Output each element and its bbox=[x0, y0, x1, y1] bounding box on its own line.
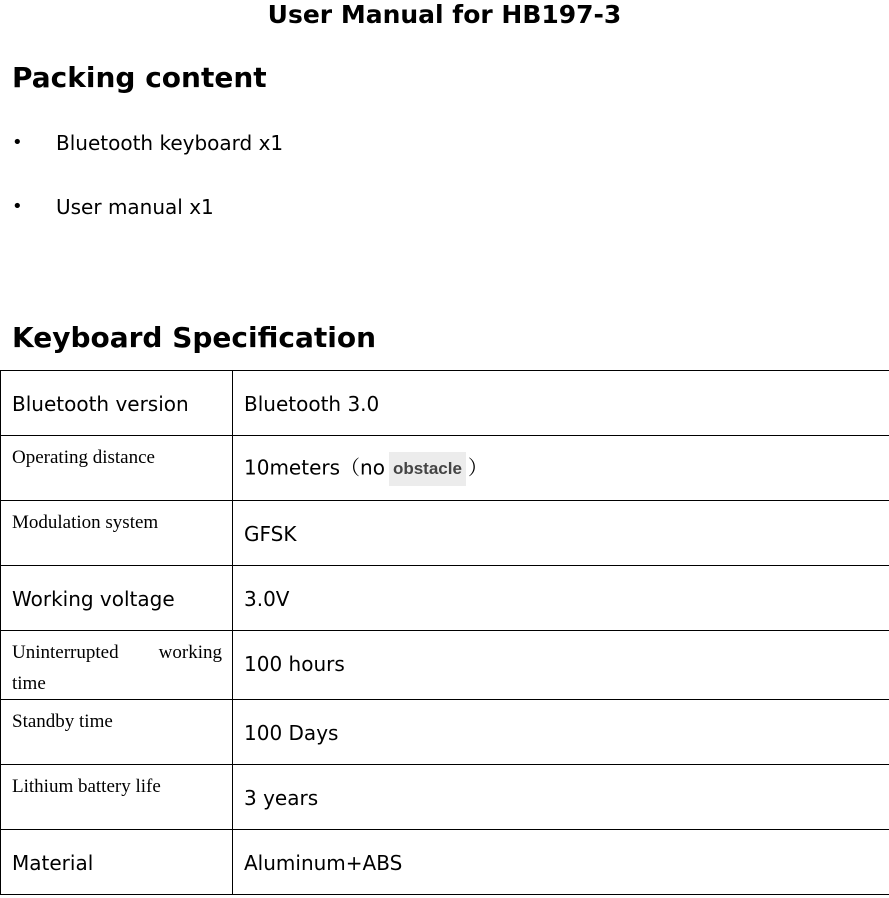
spec-value: 100 hours bbox=[244, 652, 345, 676]
bullet-icon: • bbox=[12, 132, 23, 153]
spec-label: Operating distance bbox=[12, 447, 155, 468]
spec-label: Lithium battery life bbox=[12, 776, 161, 797]
spec-value: Bluetooth 3.0 bbox=[244, 392, 380, 416]
specification-table bbox=[0, 370, 889, 895]
spec-value: 100 Days bbox=[244, 721, 339, 745]
spec-label: Standby time bbox=[12, 711, 113, 732]
spec-value-cell bbox=[233, 371, 889, 436]
table-row bbox=[1, 700, 889, 765]
spec-value-cell bbox=[233, 436, 889, 501]
spec-value: 3.0V bbox=[244, 587, 290, 611]
spec-value-cell bbox=[233, 830, 889, 895]
spec-value: GFSK bbox=[244, 522, 297, 546]
spec-label-cell bbox=[1, 501, 233, 566]
spec-label-cell bbox=[1, 371, 233, 436]
spec-value-cell bbox=[233, 700, 889, 765]
spec-label: Bluetooth version bbox=[12, 392, 189, 416]
spec-value-cell bbox=[233, 765, 889, 830]
table-row bbox=[1, 371, 889, 436]
packing-item-text: Bluetooth keyboard x1 bbox=[56, 131, 284, 155]
spec-label: Working voltage bbox=[12, 587, 175, 611]
bullet-icon: • bbox=[12, 196, 23, 217]
spec-label-cell bbox=[1, 631, 233, 700]
spec-value-prefix: 10meters（no bbox=[244, 455, 385, 480]
spec-label-cell bbox=[1, 436, 233, 501]
packing-content-heading: Packing content bbox=[12, 61, 267, 94]
table-row bbox=[1, 436, 889, 501]
spec-value-cell bbox=[233, 501, 889, 566]
keyboard-specification-heading: Keyboard Specification bbox=[12, 321, 377, 354]
table-row bbox=[1, 830, 889, 895]
highlighted-word: obstacle bbox=[389, 452, 466, 486]
spec-label-cell bbox=[1, 830, 233, 895]
spec-label: Modulation system bbox=[12, 512, 159, 533]
packing-item-text: User manual x1 bbox=[56, 195, 214, 219]
table-row bbox=[1, 501, 889, 566]
spec-label-cell bbox=[1, 566, 233, 631]
spec-value bbox=[233, 436, 889, 486]
spec-label-cell bbox=[1, 765, 233, 830]
spec-value-cell bbox=[233, 631, 889, 700]
spec-value-suffix: ） bbox=[467, 455, 488, 480]
table-row bbox=[1, 765, 889, 830]
spec-label: Material bbox=[12, 851, 94, 875]
table-row bbox=[1, 566, 889, 631]
spec-value: Aluminum+ABS bbox=[244, 851, 403, 875]
document-title: User Manual for HB197-3 bbox=[267, 0, 622, 29]
spec-value: 3 years bbox=[244, 786, 319, 810]
spec-value-cell bbox=[233, 566, 889, 631]
table-row bbox=[1, 631, 889, 700]
spec-label: Uninterrupted working time bbox=[12, 642, 222, 694]
spec-label-cell bbox=[1, 700, 233, 765]
